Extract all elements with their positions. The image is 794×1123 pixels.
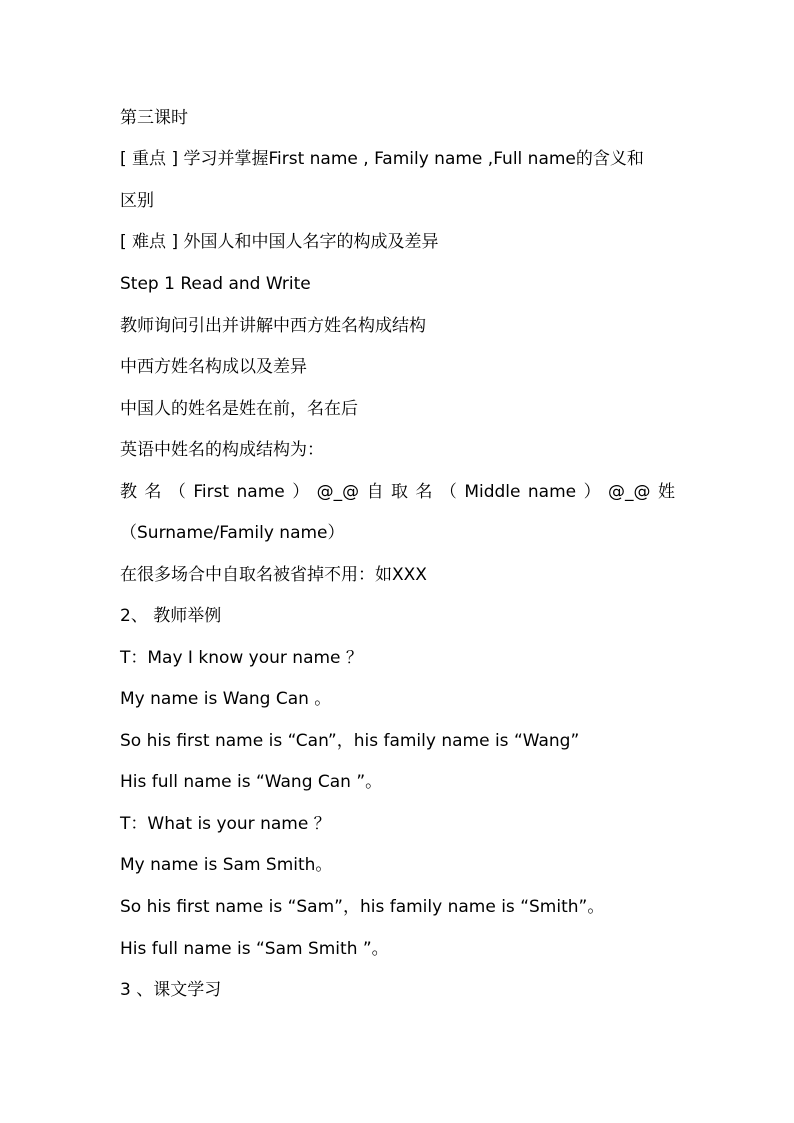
step1-heading: Step 1 Read and Write xyxy=(120,274,311,294)
dialogue2-full-name: His full name is “Sam Smith ”。 xyxy=(120,939,389,959)
difficulty-line: [ 难点 ] 外国人和中国人名字的构成及差异 xyxy=(120,232,439,252)
example-heading: 2、 教师举例 xyxy=(120,606,222,626)
name-structure-line xyxy=(120,480,675,504)
structure-part: First xyxy=(193,482,230,502)
chinese-order-line: 中国人的姓名是姓在前，名在后 xyxy=(120,399,358,419)
dialogue2-explanation: So his first name is “Sam”，his family name is “Smith”。 xyxy=(120,897,605,917)
surname-line: （Surname/Family name） xyxy=(120,523,345,543)
structure-part: @_@ xyxy=(608,482,651,502)
dialogue1-answer: My name is Wang Can 。 xyxy=(120,689,332,709)
structure-part: Middle xyxy=(464,482,521,502)
comparison-line: 中西方姓名构成以及差异 xyxy=(120,357,307,377)
dialogue2-question: T：What is your name ？ xyxy=(120,814,331,834)
structure-part: 自 xyxy=(366,482,384,502)
structure-part: 名 xyxy=(144,482,162,502)
structure-part: （ xyxy=(168,482,186,502)
structure-part: ） xyxy=(583,482,601,502)
structure-part: 取 xyxy=(391,482,408,502)
structure-part: name xyxy=(236,482,285,502)
structure-part: 教 xyxy=(120,482,137,502)
structure-part: name xyxy=(527,482,577,502)
structure-part: ） xyxy=(292,482,310,502)
dialogue1-explanation: So his first name is “Can”，his family name is “Wang” xyxy=(120,731,580,751)
english-structure-intro: 英语中姓名的构成结构为： xyxy=(120,440,324,460)
key-point-line-2: 区别 xyxy=(120,191,154,211)
structure-part: 名 xyxy=(415,482,433,502)
dialogue1-full-name: His full name is “Wang Can ”。 xyxy=(120,772,383,792)
dialogue1-question: T：May I know your name ？ xyxy=(120,648,363,668)
structure-part: （ xyxy=(439,482,457,502)
structure-part: @_@ xyxy=(316,482,360,502)
key-point-line-1: [ 重点 ] 学习并掌握First name , Family name ,Full name的含义和 xyxy=(120,149,644,169)
structure-part: 姓 xyxy=(657,482,675,502)
text-study-heading: 3 、课文学习 xyxy=(120,980,222,1000)
middle-omitted-line: 在很多场合中自取名被省掉不用：如XXX xyxy=(120,565,427,585)
lesson-title: 第三课时 xyxy=(120,108,188,128)
dialogue2-answer: My name is Sam Smith。 xyxy=(120,855,333,875)
teacher-intro-line: 教师询问引出并讲解中西方姓名构成结构 xyxy=(120,316,426,336)
